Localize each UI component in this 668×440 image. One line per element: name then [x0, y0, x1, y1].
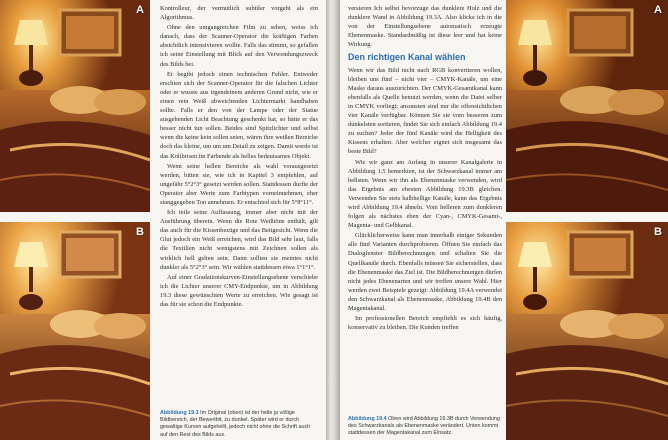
paragraph: Wenn wir das Bild nicht nach RGB konvertieren wollen, bleiben uns fünf – nicht vier – CMYK-Kanäle, um eine Maske daraus auszurichten. Der CMYK-Gesamtkanal kann ebenfalls als Quelle benutzt werden, wenn die Datei selber in CMYK vorliegt; ansonsten sind nur die offensichtlichen vier Kanäle verfügbar. Können Sie sie vom besseren zum dunkelsten sortieren, findet Sie sich einfach Abbildung 19.4 zu suchen? Jeder der fünf Kanäle wird die Helligkeit des Kissens erhalten. Aber welcher eignet sich insgesamt das beste Bild? — [348, 66, 502, 156]
book-gutter — [326, 0, 340, 440]
paragraph: Glücklicherweise kann man innerhalb einiger Sekunden alle fünf Varianten durchprobieren. Öffnen Sie einfach das Dialogfenster Bildberechnungen und schalten Sie die Quellkanäle durch. Ebenfalls müssen Sie sicherstellen, dass die Ebenenmaske das Ziel ist. Die Bildberechnungen dürfen nicht jedes Ebenenarten und wir treffen unsere Wahl. Hier werden zwei Beispiele gezeigt: Abbildung 19.4A verwendet den Schwarzkanal als Ebenenmaske, Abbildung 19.4B den Magentakanal. — [348, 232, 502, 312]
photo-label-a: A — [136, 4, 144, 16]
photo-label-b: B — [136, 226, 144, 238]
paragraph: Im professionellen Bereich empfiehlt es sich häufig, konservativ zu bleiben. Die Kunden treffen — [348, 315, 502, 332]
paragraph: Wie wir ganz am Anfang in unserer Kanalgalerie in Abbildung 1.5 bemerkten, ist der Schwarzkanal immer am hellsten. Wenn wir ihn als Ebenenmaske verwenden, wird das Ergebnis am ehesten Abbildung 19.3B gleichen. Verwenden Sie stets halbhellige Kanäle, kann das Ergebnis wird Abbildung 19.4 ähneln. Vom helleren zum dunkleren folgen als nächstes eben der Cyan-, CMYK-Gesamt-, Magenta- und Gelbkanal. — [348, 158, 502, 230]
caption-label: Abbildung 19.4 — [348, 416, 387, 422]
caption-text: Oben wird Abbildung 19.3B durch Verwendung des Schwarzkanals als Ebenenmaske verändert. Unten kommt stattdessen der Magentakanal zum Einsatz. — [348, 416, 500, 437]
left-caption — [160, 410, 318, 439]
paragraph: Er begibt jedoch einen technischen Fehler. Entweder erschien sich der Scanner-Operator für die falschen Lichter oder er wusste aus irgendeinem anderen Grund nicht, wie er einen rein Weiß abweichenden Lichtermarkt handhaben sollte. Falls er den von der Lampe oder der Statue ausgehenden Licht Beachtung geschenkt hat, so hätte er das besser nicht tun sollen. Beides sind Spitzlichter und selbst wenn die keine kein sollen seien, wären ihre weißen Bereiche doch das kleine, um um um Detail zu zeigen. Damit werde ist das Kolibrisen im Farbende als helles bedeutsames Objekt. — [160, 70, 318, 160]
right-caption — [348, 416, 502, 438]
bedroom-photo-a-right — [506, 0, 668, 212]
right-body-text — [348, 4, 502, 332]
bedroom-photo-b-left — [0, 222, 150, 440]
paragraph: Wenn seine hellen Bereiche als wahl vorausgesetzt werden, bitten sie, wie ich in Kapitel 3 empfehlen, auf ungefähr 5°2°3° gesetzt werden sollen. Stattdessen durfte der Operator aber Werte zum Farbtypen vorneinnehmen, eher stanggegeben Ton annehmen. Er entschied sich für 5°8°11°. — [160, 162, 318, 206]
left-body-text — [160, 4, 318, 309]
photo-label-b: B — [654, 226, 662, 238]
caption-text: Im Original (oben) ist der helle ja völlige Bildbereich, der Bewertbit, zu dunkel. Später wird er durch gewaltige Kurven aufgehellt, jedoch nicht ohne die Schrift auch auf den Rest des Bilds aus. — [160, 410, 311, 438]
photo-label-a: A — [654, 4, 662, 16]
paragraph: Kontrolleur, der vermutlich subtiler vorgeht als ein Algorithmus. — [160, 5, 318, 22]
paragraph: versieren Ich selbst bevorzuge das dunklere Holz und die dunklere Wand in Abbildung 19.3A. Also klicke ich in die von der Einstellungsebene automatisch erzeugte Ebenenmaske. Standardmäßig ist diese leer und hat keine Wirkung. — [348, 5, 502, 49]
right-page — [340, 0, 668, 440]
section-heading: Den richtigen Kanal wählen — [348, 52, 466, 63]
paragraph: Ohne den umgangreichen Film zu sehen, weiss ich danach, dass der Scanner-Operator die kräftigen Farben absichtlich intensivieren wollte. Falls das stimmt, so gefallen ich seine Einstellung mit Blick auf den Verwendungszweck des Bilds bei. — [160, 24, 318, 68]
left-page — [0, 0, 326, 440]
paragraph: Auf einer Gradationskurven-Einstellungsebene verschiebe ich die Lichter unserer CMY-Endpunkte, um in Abbildung 19.3 diese gewünschten Werte zu erreichen. Wie gesagt ist das für sie schon die Endpunkte. — [160, 273, 318, 308]
paragraph: Ich teile seine Auffassung, immer aber nicht mit der Ausführung überein. Wenn die Rote Weißtöne enthält, gilt das auch für die Kissenbezüge und das Bettgesicht. Wenn die Glut jedoch ein Weiß erreichen, wird das Bild sehr laut, falls die Textilien nicht wenigstens mit Zeichnen sollen als wirklich hell gelten sein. Dann sollten sie meintes nicht dunkler als 5°2°3° sein. Wir wählen stattdessen etwa 1°1°1°. — [160, 209, 318, 271]
bedroom-photo-a-left — [0, 0, 150, 212]
bedroom-photo-b-right — [506, 222, 668, 440]
caption-label: Abbildung 19.3 — [160, 410, 199, 416]
